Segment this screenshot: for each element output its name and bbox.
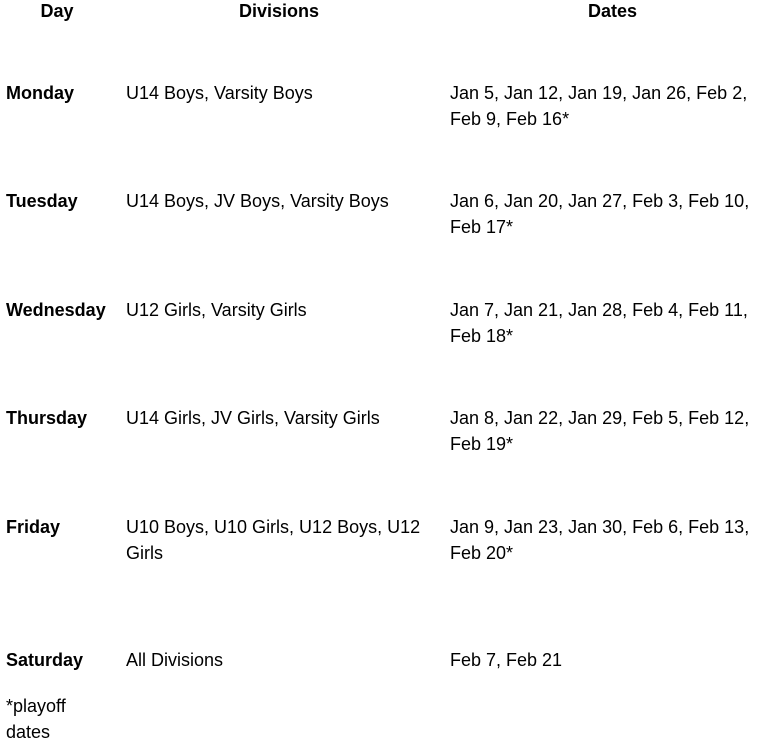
row-dates-thursday: Jan 8, Jan 22, Jan 29, Feb 5, Feb 12, Feb 19* xyxy=(450,408,750,454)
header-dates: Dates xyxy=(587,1,638,21)
row-dates-monday: Jan 5, Jan 12, Jan 19, Jan 26, Feb 2, Feb 9, Feb 16* xyxy=(450,83,748,129)
row-dates-friday: Jan 9, Jan 23, Jan 30, Feb 6, Feb 13, Feb 20* xyxy=(450,517,750,563)
row-divisions-saturday: All Divisions xyxy=(126,650,224,670)
row-divisions-tuesday: U14 Boys, JV Boys, Varsity Boys xyxy=(126,191,389,211)
row-day-thursday: Thursday xyxy=(6,408,88,428)
row-day-wednesday: Wednesday xyxy=(6,300,106,320)
row-day-monday: Monday xyxy=(6,83,75,103)
row-day-saturday: Saturday xyxy=(6,650,84,670)
row-divisions-thursday: U14 Girls, JV Girls, Varsity Girls xyxy=(126,408,380,428)
row-day-friday: Friday xyxy=(6,517,61,537)
row-divisions-friday: U10 Boys, U10 Girls, U12 Boys, U12 Girls xyxy=(126,517,421,563)
header-divisions: Divisions xyxy=(238,1,320,21)
row-dates-saturday: Feb 7, Feb 21 xyxy=(450,650,563,670)
row-divisions-monday: U14 Boys, Varsity Boys xyxy=(126,83,313,103)
row-divisions-wednesday: U12 Girls, Varsity Girls xyxy=(126,300,307,320)
row-day-tuesday: Tuesday xyxy=(6,191,78,211)
row-dates-tuesday: Jan 6, Jan 20, Jan 27, Feb 3, Feb 10, Feb 17* xyxy=(450,191,750,237)
header-day: Day xyxy=(40,1,74,21)
playoff-footnote: *playoff dates xyxy=(6,696,66,742)
row-dates-wednesday: Jan 7, Jan 21, Jan 28, Feb 4, Feb 11, Feb 18* xyxy=(450,300,748,346)
